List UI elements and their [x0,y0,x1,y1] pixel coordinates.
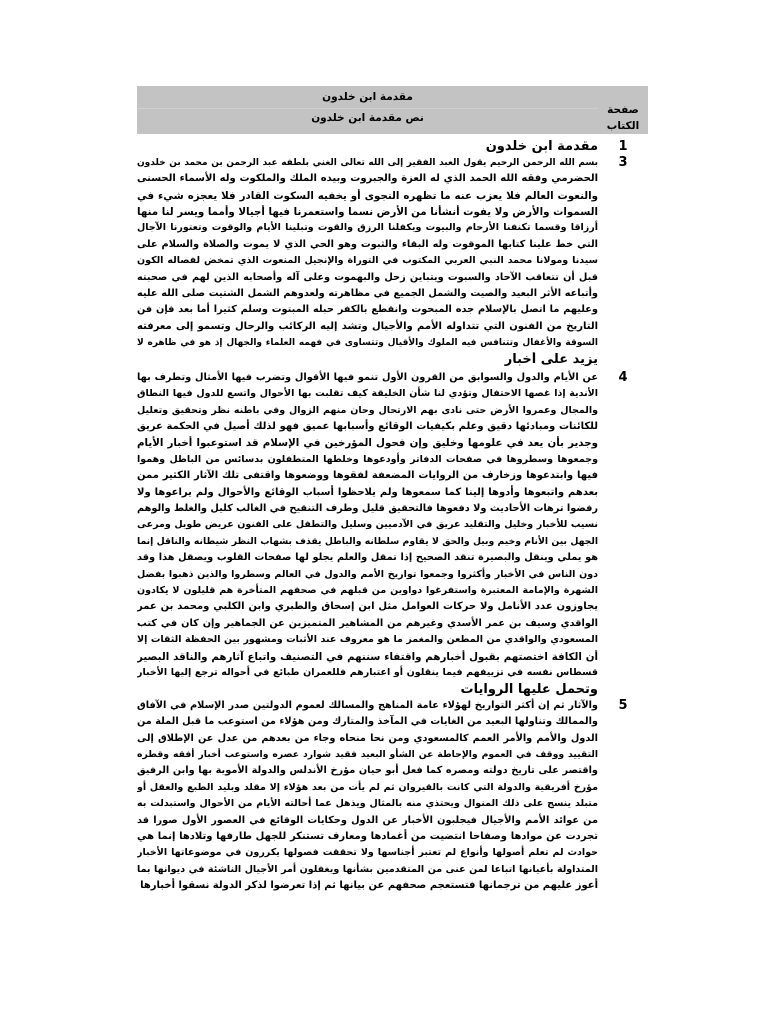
text-line: تجردت عن موادها وصفاحا انتضيت من أغمادها ومعارف تستنكر للجهل طارفها وتلادها إنما هي [137,831,598,843]
text-line: والمجال وعمروا الأرض حتى نادى بهم الارتحال وحان منهم الزوال وفي باطنه نظر وتحقيق وتعليل [137,404,598,416]
text-line: أن الكافة اختصتهم بقبول أخبارهم واقتفاء سننهم في التصنيف واتباع آثارهم والناقد البصير [137,650,598,663]
page-number: 4 [618,369,628,385]
text-line: الدول والأمم والأمر العمم كالمسعودي ومن نحا منحاه وجاء من بعدهم من عدل عن الإطلاق إلى [137,732,598,744]
text-line: السموات والأرض ولا يفوت أنشأنا من الأرض نسما واستعمرنا فيها أجيالا وأمما ويسر لنا منها [137,206,598,219]
text-line: وجمعوها وسطروها في صفحات الدفاتر وأودعوها وخلطها المتطفلون بدسائس من الباطل وهموا [137,453,598,465]
text-line: التي خط علينا كتابها الموقوت وله البقاء والثبوت وهو الحي الذي لا يموت والصلاة والسلام على [137,238,598,250]
text-line: وتحمل عليها الروايات [460,681,598,697]
page-number: 1 [618,138,628,154]
text-line: الواقدي وسيف بن عمر الأسدي وغيرهم من المشاهير المتميزين عن الجماهير وإن كان في كتب [137,617,598,629]
text-line: التقييد ووقف في العموم والإحاطة عن الشأو البعيد فقيد شوارد عصره واستوعب أخبار أفقه وقطره [137,749,598,761]
page-number: 3 [618,154,628,170]
text-line: للكائنات ومبادئها دقيق وعلم بكيفيات الوقائع وأسبابها عميق فهو لذلك أصيل في الحكمة عريق [137,421,598,433]
text-line: الأندية إذا غصها الاحتفال وتؤدي لنا شأن الخليقة كيف تقلبت بها الأحوال واتسع للدول فيها النطاق [137,388,598,400]
text-line: بسم الله الرحمن الرحيم يقول العبد الفقير إلى الله تعالى الغني بلطفه عبد الرحمن بن محمد بن خلدون [137,157,598,168]
text-cell [137,370,598,698]
text-line: فيها وابتدعوها وزخارف من الروايات المضعفة لفقوها ووضعوها واقتفى تلك الآثار الكثير ممن [137,470,598,482]
text-line: التاريخ من الفنون التي تتداوله الأمم والأجيال وتشد إليه الركائب والرحال وتسمو إلى معرفته [137,320,598,332]
text-line: قبل أن تتعاقب الآحاد والسبوت ويتباين زحل والبهموت وعلى آله وأصحابه الذين لهم في صحبته [137,271,598,283]
text-line: سيدنا ومولانا محمد النبي العربي المكتوب في التوراة والإنجيل المنعوت الذي تمخض لفصاله الكون [137,255,598,267]
page-column-header [598,102,648,134]
text-line: وعليهم ما اتصل بالإسلام جده المبحوت وانقطع بالكفر حبله المبتوت وسلم كثيرا أما بعد فإن فن [137,304,598,316]
text-line: متبلد ينسج على ذلك المنوال ويحتذي منه بالمثال ويذهل عما أحالته الأيام من الأحوال واستبدلت به [137,798,598,810]
text-line: الشهرة والإمامة المعتبرة واستفرغوا دواوين من قبلهم في صحفهم المتأخرة هم قليلون لا يكادون [137,585,598,597]
text-line: والآثار ثم إن أكثر التواريخ لهؤلاء عامة المناهج والمسالك لعموم الدولتين صدر الإسلام في الآفاق [137,699,598,711]
text-line: السوقة والأغفال وتتنافس فيه الملوك والأقيال وتتساوى في فهمه العلماء والجهال إذ هو في ظاهره لا [137,338,598,349]
text-line: والنعوت العالم فلا يعزب عنه ما تظهره النجوى أو يخفيه السكوت القادر فلا يعجزه شيء في [137,189,598,202]
text-line: مقدمة ابن خلدون [485,138,598,154]
text-line: رفضوا ترهات الأحاديث ولا دفعوها فالتحقيق قليل وطرف التنقيح في الغالب كليل والغلط والوهم [137,503,598,515]
text-line: حوادث لم تعلم أصولها وأنواع لم تعتبر أجناسها ولا تحققت فصولها يكررون في موضوعاتها الأخبار [137,847,598,859]
text-line: يزيد على أخبار [504,351,598,367]
text-line: والممالك وتناولها البعيد من الغايات في المآخذ والمتارك ومن هؤلاء من استوعب ما قبل الملة من [137,716,598,728]
text-line: يجاوزون عدد الأنامل ولا حركات العوامل مثل ابن إسحاق والطبري وابن الكلبي ومحمد بن عمر [137,601,598,613]
text-line: من عوائد الأمم والأجيال فيجلبون الأخبار عن الدول وحكايات الوقائع في العصور الأول صورا قد [137,814,598,826]
text-line: وأتباعه الأثر البعيد والصيت والشمل الجميع في مظاهرته ولعدوهم الشمل الشتيت صلى الله عليه [137,288,598,300]
text-cell [137,698,598,895]
page-column-header-line-1: صفحة [607,104,639,116]
text-line: نسيب للأخبار وخليل والتقليد عريق في الآدميين وسليل والتطفل على الفنون عريض طويل ومرعى [137,519,598,531]
page-column-header-line-2: الكتاب [606,120,640,132]
header-divider [137,108,598,109]
text-line: عن الأيام والدول والسوابق من القرون الأول تنمو فيها الأقوال وتضرب فيها الأمثال وتطرف بها [137,371,598,383]
text-line: وجدير بأن يعد في علومها وخليق وإن فحول المؤرخين في الإسلام قد استوعبوا أخبار الأيام [137,437,598,450]
text-line: هو يملي وينقل والبصيرة تنقد الصحيح إذا تمقل والعلم يجلو لها صفحات القلوب ويصقل هذا وقد [137,552,598,564]
text-column-header: نص مقدمة ابن خلدون [311,112,424,124]
text-line: أرزاقا وقسما تكنفنا الأرحام والبيوت ويكفلنا الرزق والقوت وتبلينا الأيام والوقوت وتعتورنا الآجال [137,222,598,234]
text-line: الجهل بين الأنام وخيم وبيل والحق لا يقاوم سلطانه والباطل يقذف بشهاب النظر شيطانه والناقل إنما [137,535,598,547]
text-line: واقتصر على تاريخ دولته ومصره كما فعل أبو حيان مؤرخ الأندلس والدولة الأموية بها وابن الرفيق [137,765,598,777]
text-line: المتداولة بأعيانها اتباعا لمن عنى من المتقدمين بشأنها ويغفلون أمر الأجيال الناشئة في ديوانها بما [137,863,598,875]
text-line: الحضرمي وفقه الله الحمد الذي له العزة والجبروت وبيده الملك والملكوت وله الأسماء الحسنى [137,173,598,185]
text-line: بعدهم واتبعوها وأدوها إلينا كما سمعوها ولم يلاحظوا أسباب الوقائع والأحوال ولم يراعوها ولا [137,486,598,498]
text-cell [137,155,598,368]
text-line: المسعودي والواقدي من المطعن والمغمز ما هو معروف عند الأثبات ومشهور بين الحفظة الثقات إلا [137,634,598,646]
text-line: أعوز عليهم من ترجمانها فتستعجم صحفهم عن بيانها ثم إذا تعرضوا لذكر الدولة نسقوا أخبارها [140,880,598,892]
text-line: مؤرخ أفريقية والدولة التي كانت بالقيروان ثم لم يأت من بعد هؤلاء إلا مقلد وبليد الطبع والعقل أو [137,781,598,793]
table-header [137,86,648,134]
text-line: دون الناس في الأخبار وأكثروا وجمعوا تواريخ الأمم والدول في العالم وسطروا والذين ذهبوا بفضل [137,568,598,580]
page-number: 5 [618,697,628,713]
text-cell [137,139,598,155]
text-line: قسطاس نفسه في تزييفهم فيما ينقلون أو اعتبارهم فللعمران طبائع في أحواله ترجع إليها الأخبار [137,667,598,679]
document-title: مقدمة ابن خلدون [322,91,413,103]
